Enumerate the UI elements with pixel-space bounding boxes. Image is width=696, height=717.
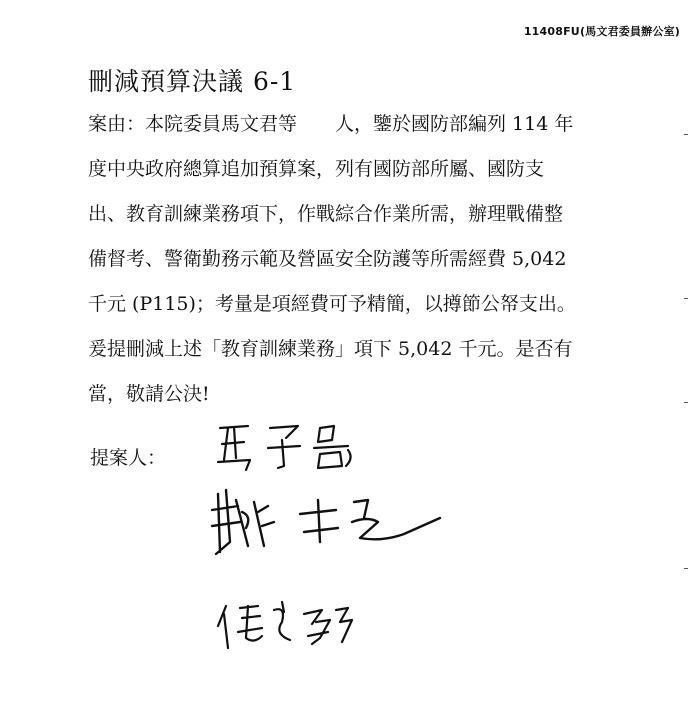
signature-2 (208, 482, 458, 562)
scan-mark (684, 298, 688, 299)
scan-mark (684, 134, 688, 135)
body-line-3: 出、教育訓練業務項下，作戰綜合作業所需，辦理戰備整 (88, 203, 564, 225)
body-line-1a: 案由：本院委員馬文君等 (88, 113, 298, 135)
body-line-6: 爰提刪減上述「教育訓練業務」項下 5,042 千元。是否有 (88, 338, 573, 360)
office-tag: 11408FU(馬文君委員辦公室) (523, 25, 680, 38)
signature-1 (208, 418, 368, 478)
signature-2-ink (208, 482, 458, 562)
proposer-label: 提案人： (90, 447, 167, 469)
body-line-4: 備督考、警衛勤務示範及營區安全防護等所需經費 5,042 (88, 248, 567, 270)
scan-mark (684, 568, 688, 569)
body-line-1b: 人，鑒於國防部編列 114 年 (335, 113, 574, 135)
signature-3-ink (212, 592, 362, 662)
scan-mark (684, 402, 688, 403)
signature-1-ink (208, 418, 368, 478)
signature-3 (212, 592, 362, 662)
body-line-7: 當，敬請公決! (88, 383, 210, 405)
body-line-2: 度中央政府總算追加預算案，列有國防部所屬、國防支 (88, 158, 545, 180)
body-line-1 (88, 102, 620, 147)
body-line-5: 千元 (P115)；考量是項經費可予精簡，以撙節公帑支出。 (88, 293, 576, 315)
document-title: 刪減預算決議 6-1 (88, 67, 297, 96)
motion-body (88, 102, 620, 417)
